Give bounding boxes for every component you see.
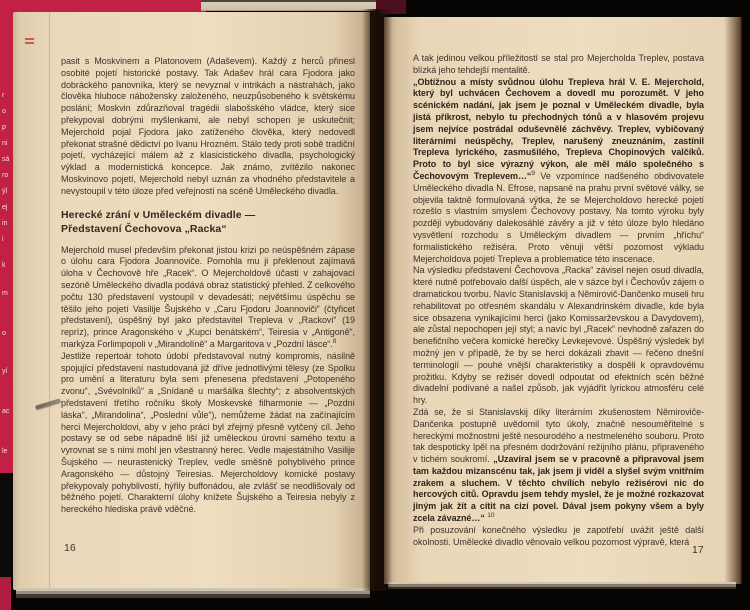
page-number: 16 [64, 542, 76, 554]
cover-letter-fragment: k [2, 262, 6, 269]
section-heading-line1: Herecké zrání v Uměleckém divadle — [61, 208, 256, 221]
cover-letter-fragment: yí [2, 368, 8, 375]
right-page [384, 17, 742, 584]
paragraph-text: Zdá se, že si Stanislavskij díky literárním zkušenostem Němiroviče-Dančenka postupně uvědomil tyto úkoly, značně nesouměřitelné s hereckými možnostmi ještě nesourodého a nestmeleného souboru. Proto tak despoticky lpěl na přesném dodržování režijního plánu, připraveného v tichém soukromí. [413, 406, 704, 465]
footnote-reference: 10 [487, 512, 495, 520]
paragraph-text: Ve vzpomínce nadšeného obdivovatele Uměleckého divadla N. Efrose, napsané na prahu první světové války, se objevila taktně formulovaná výtka, že se Mejercholdovo herecké pojetí rozešlo s vlastním smyslem Čechovovy postavy. Na tomto výroku byly později vybudovány dalekosáhlé závěry a již v této úloze bylo hledáno vysvětlení rozchodu s Uměleckým divadlem — prvním „hříchu“ formalistického režiséra. Proto věnuji větší pozornost výkladu Mejercholdova pojetí Trepleva a problematice této inscenace. [413, 170, 705, 264]
cover-letter-fragment: sá [2, 156, 10, 163]
section-heading [61, 208, 355, 236]
body-paragraph: Na výsledku představení Čechovova „Racka“ závisel nejen osud divadla, které nutně potřebovalo další úspěch, ale v sázce byl i Čechovův zájem o dramatickou tvorbu. Navíc Stanislavskij a Němirovič-Dančenko museli hru rehabilitovat po otřesném skandálu v Alexandrinském divadle, kde byla sice obsazena vynikajícími herci (jako Komissarževskou a Davydovem), ale zůstal nepochopen její styl; a navíc byl „Racek“ nevhodně zařazen do benefičního večera komické herečky Levkejevové. Úspěšný výsledek byl možný jen v případě, že by se herci dokázali zbavit — řečeno dnešní terminologií — pouhé vnější charakteristiky a dospěli k opravdovému prožitku. Kdyby se režisér dovedl odpoutat od efektních scén běžné divadelní podívané a našel způsob, jak vyjádřit lyrickou atmosféru celé hry. [413, 265, 704, 406]
pencil-mark [35, 398, 61, 409]
cover-letter-fragment: ac [2, 408, 10, 415]
cover-letter-fragment: ýl [2, 188, 8, 195]
cover-letter-fragment: ro [2, 172, 9, 179]
footnote-reference: 8 [332, 337, 337, 345]
left-page [13, 12, 370, 590]
book-gutter-shadow [362, 9, 392, 591]
body-paragraph [413, 407, 704, 525]
page-number: 17 [692, 544, 704, 556]
book-edge-shadow [0, 473, 14, 579]
cover-letter-fragment: ej [2, 204, 8, 211]
paragraph-text: Mejerchold musel především překonat jistou krizi po neúspěšném zápase o úlohu cara Fjodora Joannoviče. Pomohla mu ji překlenout zajímavá úloha v Čechovově hře „Racek“. O Mejercholdově účasti v zahajovací sezóně Uměleckého divadla podává obraz statistický přehled. Z celkového počtu 130 představení vystoupil v devadesáti; největšímu úspěchu se těšilo jeho pojetí Vasilije Šujského v „Caru Fjodoru Joannoviči“ (čtyřicet představení), úspěšný byl jako představitel Trepleva v „Rackovi“ (19 repríz), prince Aragonského v „Kupci benátském“, Teiresia v „Antigoně“, markýza Forlimpopoli v „Mirandolíně“ a Margaritova v „Pozdní lásce“. [61, 244, 355, 349]
cover-letter-fragment: o [2, 108, 6, 115]
left-page-text-column [61, 56, 355, 516]
page-block-top-edge [201, 0, 381, 11]
section-heading-line2: Představení Čechovova „Racka“ [61, 222, 227, 235]
book-cover-left-edge [0, 0, 14, 480]
book-cover-left-edge-bottom [0, 577, 11, 610]
page-block-bottom-edge-right [388, 582, 736, 589]
cover-letter-fragment: in [2, 220, 8, 227]
cover-letter-fragment: p [2, 124, 6, 131]
cover-letter-fragment: r [2, 92, 5, 99]
body-paragraph: pasit s Moskvinem a Platonovem (Adaševem). Každý z herců přinesl osobité pojetí historické postavy. Tak Adašev hrál cara Fjodora jako dobráckého panovníka, který se nevyznal v intrikách a nástrahách, jako člověka hluboce nábožensky založeného, neuzpůsobeného k světskému poslání; Moskvin zdůrazňoval tragédii slabošského vládce, který sice překypoval dobrými myšlenkami, ale nebyl schopen je uskutečnit; Mejerchold pojal Fjodora jako zatíženého člověka, který nedovedl překonat strašné dědictví po Ivanu Hrozném. Stálo tedy proti sobě tradiční pojetí, vycházející málem až z klasicistického divadla, psychologický výklad a modernistická koncepce. Jak známo, zvítězilo nakonec Moskvinovo pojetí, Mejerchold nebyl uznán za vhodného představitele a nevystoupil v této úloze před veřejností na scéně Uměleckého divadla. [61, 56, 355, 196]
cover-letter-fragment: ni [2, 140, 8, 147]
body-paragraph: Při posuzování konečného výsledku je zapotřebí uvážit ještě další okolnosti. Umělecké divadlo věnovalo velkou pozornost výpravě, která [413, 524, 704, 547]
cover-letter-fragment: i [2, 236, 4, 243]
cover-letter-fragment: o [2, 330, 6, 337]
quoted-passage: „Obtížnou a místy svůdnou úlohu Trepleva hrál V. E. Mejerchold, který byl uchvácen Čechovem a dovedl mu porozumět. V jeho scénickém nadání, jak jsem je poznal v Uměleckém divadle, byla jistá příkrost, nebylo tu přechodných tónů a v hlasovém projevu jsem nejvíce postrádal oduševnělé záchvěvy. Treplev, vybičovaný literárními neúspěchy, Treplev, narušený zneuznáním, zastínil Trepleva lyrického, zasmušilého, Trepleva Chopinových valčíků. Proto to byl sice výrazný výkon, ale měl málo společného s Čechovovým Treplevem…“ [413, 76, 704, 181]
red-printers-mark [25, 38, 34, 45]
body-paragraph: A tak jedinou velkou příležitostí se stal pro Mejercholda Treplev, postava blízká jeho tehdejší mentalitě. [413, 53, 704, 75]
quoted-passage: „Uzavíral jsem se v pracovně a připravoval jsem tam každou mizanscénu tak, jak jsem ji viděl a slyšel svým vnitřním zrakem a sluchem. V těchto chvílích nebylo režisérovi nic do hercových citů. Opravdu jsem tehdy myslel, že je možné rozkazovat jiným jak žít a cítit na cizí povel. Dával jsem pokyny všem a byly zcela závazné…“ [413, 454, 704, 524]
footnote-reference: 9 [531, 169, 535, 177]
page-block-bottom-edge-left [16, 588, 370, 598]
body-paragraph [413, 77, 704, 266]
cover-letter-fragment: m [2, 290, 8, 297]
cover-letter-fragment: le [2, 448, 8, 455]
body-paragraph: Jestliže repertoár tohoto údobí představoval nutný kompromis, násilně spojující představení nastudovaná již dříve jednotlivými tělesy (ze Spolku pro umění a literaturu byla sem přenesena představení „Potopeného zvonu“, „Svévolníků“ a „Snídaně u maršálka šlechty“; z absolventských představení třetího ročníku školy Moskevské filharmonie — „Pozdní láska“, „Mirandolina“, „Poslední vůle“), nemůžeme žádat na začínajícím herci Mejercholdovi, aby v jeho práci byl zřejmý přesně vytčený cíl. Jeho postavy se od sebe nápadně liší již uměleckou úrovní samého textu a vyrovnat se s nimi mohl jen všestranný herec. Vedle majestátního Vasilije Šujského — neurastenický Treplev, vedle směšně pohyblivého prince Aragonského — důstojný Teiresias. Mejercholdovy komické postavy překypovaly pohyblivostí, hýřily buffonádou, ale zvlášť se neodlišovaly od běžného pojetí. Charakterní úlohy knížete Šujského a Teiresia nebyly z hereckého hlediska právě vděčné. [61, 350, 355, 515]
body-paragraph [61, 245, 355, 351]
right-page-text-column [413, 53, 704, 548]
